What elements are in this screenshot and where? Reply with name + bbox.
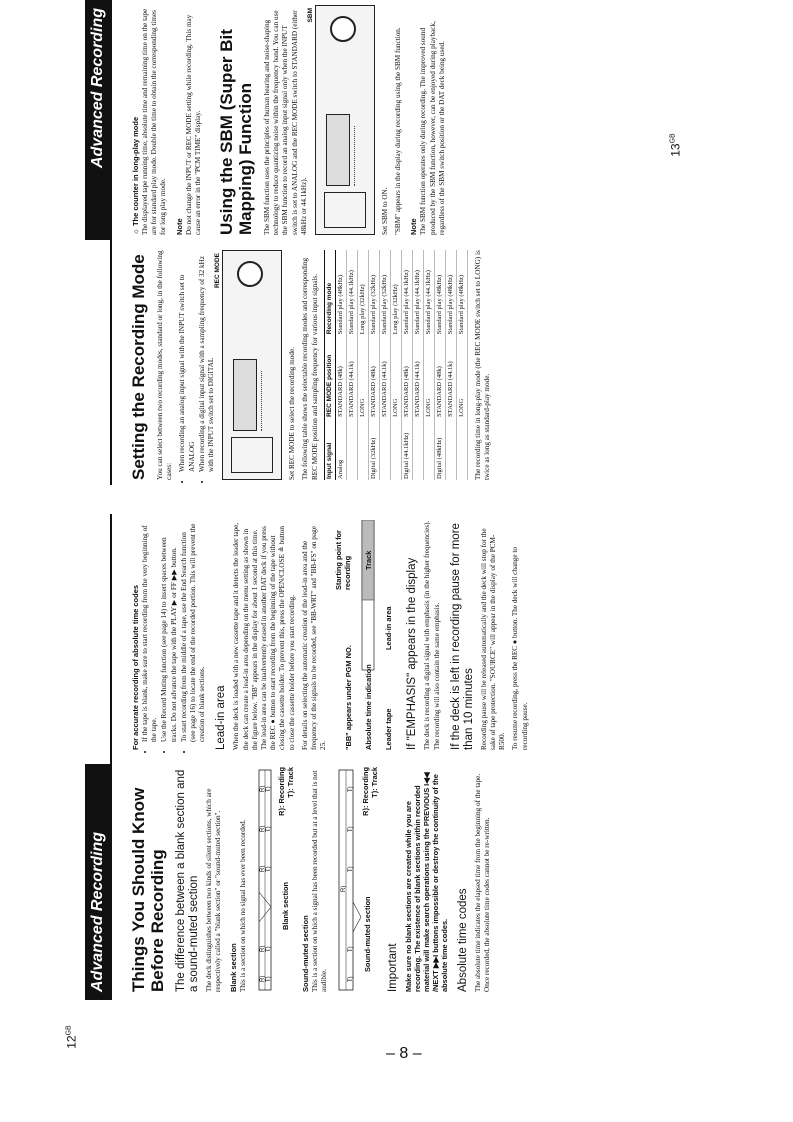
left-page-number-value: 12 <box>64 1035 79 1049</box>
table-row <box>390 250 401 480</box>
table-cell <box>423 418 434 480</box>
svg-text:R): R) <box>259 975 266 982</box>
deck-knob-icon <box>330 16 356 42</box>
right-header-banner: Advanced Recording Operations <box>85 0 111 240</box>
right-page-number-value: 13 <box>668 143 683 157</box>
right-page-number-suffix: GB <box>669 133 677 144</box>
table-cell: Long play (32kHz) <box>390 250 401 335</box>
important-heading: Important <box>387 943 400 992</box>
recording-mode-list <box>178 250 216 480</box>
track-label: Track <box>364 550 374 570</box>
accurate-item: • To start recording from the middle of a tape, use the End Search function (see page 16) to locate the end of the recorded portion. This will prevent the creation of blank sections. <box>180 520 208 742</box>
table-cell: Standard play (44.1kHz) <box>346 250 357 335</box>
cassette-slot <box>324 192 366 228</box>
column-3 <box>125 250 496 480</box>
table-cell: Standard play (48kHz) <box>445 250 456 335</box>
table-row <box>434 250 445 480</box>
recording-time-footer: The recording time in long-play mode (the REC MODE switch set to LONG) is twice as long as standard-play mode. <box>473 250 492 480</box>
recording-mode-intro: You can select between two recording modes, standard or long, in the following cases: <box>156 250 174 480</box>
table-body <box>335 250 467 480</box>
table-cell: STANDARD (48k) <box>434 335 445 418</box>
left-header-banner: Advanced Recording Operations <box>85 764 111 1000</box>
accurate-list <box>141 520 207 750</box>
pause-text-2: To resume recording, press the REC ● button. The deck will change to recording pause. <box>511 547 529 750</box>
sound-muted-heading: Sound-muted section <box>300 915 310 992</box>
section-title: Things You Should Know Before Recording <box>129 787 167 992</box>
right-header-rule <box>110 0 112 485</box>
svg-text:R): R) <box>259 825 266 832</box>
set-rec-mode-text: Set REC MODE to select the recording mode. <box>288 347 297 480</box>
legend <box>277 767 295 816</box>
deck-display <box>233 359 257 431</box>
svg-text:T): T) <box>348 786 355 792</box>
column-4 <box>125 5 451 235</box>
table-row <box>357 250 368 480</box>
recording-mode-table <box>324 250 468 480</box>
table-cell: Standard play (32kHz) <box>368 250 379 335</box>
svg-text:T): T) <box>265 786 272 792</box>
lightbulb-icon: ☼ <box>131 226 140 235</box>
table-cell: Standard play (44.1kHz) <box>412 250 423 335</box>
cassette-slot <box>231 437 273 473</box>
table-cell <box>445 418 456 480</box>
table-cell: STANDARD (48k) <box>335 335 346 418</box>
sound-muted-label: Sound-muted section <box>363 896 373 972</box>
table-row <box>379 250 390 480</box>
svg-text:T): T) <box>348 866 355 872</box>
table-row <box>412 250 423 480</box>
table-intro: The following table shows the selectable recording modes and corresponding REC MODE position and sampling frequency for various input signals. <box>301 257 319 480</box>
table-cell: Standard play (44.1kHz) <box>423 250 434 335</box>
important-text: Make sure no blank sections are created while you are recording. The existence of blank sections within recorded material will make search operations using the PREVIOUS I◀◀ /NEXT ▶▶I buttons impossible or destroy the continuity of the absolute time codes. <box>404 772 450 992</box>
recording-mode-item: • When recording an analog input signal with the INPUT switch set to ANALOG <box>178 250 196 472</box>
table-cell: LONG <box>456 335 467 418</box>
right-page-number <box>669 133 683 156</box>
start-label: Starting point for recording <box>334 530 353 590</box>
right-page <box>85 0 790 485</box>
absolute-time-heading: Absolute time codes <box>457 888 470 992</box>
lead-in-area-label: Lead-in area <box>384 606 394 650</box>
emphasis-text: The deck is recording a digital signal with emphasis (in the higher frequencies). The recording will also contain the same emphasis. <box>423 520 441 750</box>
table-row <box>335 250 346 480</box>
table-cell: Standard play (48kHz) <box>335 250 346 335</box>
counter-heading <box>131 5 140 235</box>
sbm-text: The SBM function uses the principles of human hearing and noise-shaping technology to reduce quantizing noise within the frequency band. You can use the SBM function to record an analog input signal only when the INPUT switch is set to ANALOG and the REC MODE switch to STANDARD (either 48kHz or 44.1kHz). <box>263 10 308 235</box>
svg-text:R): R) <box>341 885 348 892</box>
table-cell: LONG <box>423 335 434 418</box>
table-cell: Standard play (44.1kHz) <box>401 250 412 335</box>
svg-text:T): T) <box>348 976 355 982</box>
blank-section-label: Blank section <box>280 881 290 930</box>
column-1 <box>125 767 496 992</box>
table-cell: Standard play (32kHz) <box>379 250 390 335</box>
svg-text:T): T) <box>348 946 355 952</box>
svg-text:R): R) <box>259 865 266 872</box>
deck-buttons <box>261 371 272 431</box>
table-cell: Digital (48kHz) <box>434 418 445 480</box>
recording-mode-title: Setting the Recording Mode <box>129 254 148 480</box>
table-row <box>346 250 357 480</box>
note2-heading: Note <box>409 218 419 235</box>
sbm-callout: SBM <box>307 8 315 23</box>
bb-label: "BB" appears under PGM NO. <box>344 645 354 750</box>
table-cell: Digital (32kHz) <box>368 418 379 480</box>
deck-buttons <box>354 126 365 186</box>
accurate-item: • Use the Record Muting function (see page 14) to insert spaces between tracks. Do not advance the tape with the PLAY ▶ or FF ▶▶ button. <box>160 520 178 742</box>
table-cell: LONG <box>390 335 401 418</box>
table-cell: Long play (32kHz) <box>357 250 368 335</box>
difference-heading: The difference between a blank section and a sound-muted section <box>175 769 200 992</box>
left-page <box>85 514 790 1000</box>
counter-text: The displayed tape running time, absolute time and remaining time on the tape are for standard play mode. Double the time to obtain the corresponding times for long play mode. <box>141 8 168 235</box>
absolute-time-text: The absolute time indicates the elapsed time from the beginning of the tape. Once recorded, the absolute time codes cannot be re-written. <box>474 773 492 992</box>
left-page-number-suffix: GB <box>65 1025 73 1036</box>
lead-in-diagram <box>334 520 398 750</box>
table-cell: STANDARD (44.1k) <box>445 335 456 418</box>
sound-muted-diagram <box>335 767 379 992</box>
legend-track-2: T): Track <box>370 767 380 798</box>
legend-2 <box>361 767 379 816</box>
sound-muted-text: This is a section on which a signal has been recorded but at a level that is not audible. <box>310 770 328 992</box>
table-cell: Digital (44.1kHz) <box>401 418 412 480</box>
table-cell <box>412 418 423 480</box>
svg-text:R): R) <box>259 945 266 952</box>
table-row <box>401 250 412 480</box>
lead-in-text-2: For details on selecting the automatic creation of the lead-in area and the frequency of the signals to be recorded, see "BB-WRT" and "BB-FS" on page 25. <box>300 526 328 750</box>
svg-text:T): T) <box>348 826 355 832</box>
table-cell: STANDARD (48k) <box>401 335 412 418</box>
recording-mode-item: • When recording a digital input signal with a sampling frequency of 32 kHz with the INPUT switch set to DIGITAL <box>198 250 216 472</box>
table-cell: LONG <box>357 335 368 418</box>
table-cell <box>346 418 357 480</box>
column-2 <box>125 520 534 750</box>
deck-display <box>326 114 350 186</box>
rec-mode-callout: REC MODE <box>214 253 222 289</box>
table-row <box>445 250 456 480</box>
svg-text:R): R) <box>259 785 266 792</box>
table-header: REC MODE position <box>324 335 335 418</box>
table-row <box>456 250 467 480</box>
set-sbm-text: Set SBM to ON. <box>381 187 390 235</box>
blank-section-diagram <box>255 767 295 992</box>
counter-heading-text: The counter in long-play mode <box>131 116 140 227</box>
note-heading: Note <box>174 218 184 235</box>
left-page-number <box>65 1025 79 1048</box>
table-cell <box>456 418 467 480</box>
difference-text: The deck distinguishes between two kinds of silent sections, which are respectively called a "blank section" or "sound-muted section". <box>205 788 223 992</box>
deck-illustration-rec-mode <box>214 250 282 480</box>
table-cell: STANDARD (44.1k) <box>346 335 357 418</box>
pause-text: Recording pause will be released automatically and the deck will stop for the sake of tape protection. "SOURCE" will appear in the display of the PCM-R500. <box>479 528 507 750</box>
blank-section-text: This is a section on which no signal has ever been recorded. <box>239 819 248 992</box>
sheet-page-number: – 8 – <box>386 1045 422 1062</box>
accurate-item: • If the tape is blank, make sure to start recording from the very beginning of the tape. <box>141 520 159 742</box>
svg-text:T): T) <box>265 826 272 832</box>
lead-in-heading: Lead-in area <box>215 685 228 750</box>
note-text: Do not change the INPUT or REC MODE setting while recording. This may cause an error in the "PCM TIME" display. <box>184 14 202 235</box>
deck-knob-icon <box>237 261 263 287</box>
leader-label: Leader tape <box>384 708 394 750</box>
sbm-display-text: "SBM" appears in the display during recording using the SBM function. <box>394 27 403 235</box>
svg-text:T): T) <box>265 976 272 982</box>
table-header: Recording mode <box>324 250 335 335</box>
deck-illustration-sbm <box>307 5 375 235</box>
legend-recording-2: R): Recording <box>361 767 371 816</box>
table-cell: STANDARD (44.1k) <box>412 335 423 418</box>
blank-section-heading: Blank section <box>229 943 239 992</box>
svg-text:T): T) <box>265 866 272 872</box>
table-row <box>423 250 434 480</box>
table-cell: Analog <box>335 418 346 480</box>
pause-heading: If the deck is left in recording pause for more than 10 minutes <box>449 523 475 750</box>
accurate-heading: For accurate recording of absolute time codes <box>131 584 140 750</box>
legend-recording: R): Recording <box>276 767 286 816</box>
table-header: Input signal <box>324 418 335 480</box>
table-cell <box>390 418 401 480</box>
table-cell: STANDARD (48k) <box>368 335 379 418</box>
table-cell: STANDARD (44.1k) <box>379 335 390 418</box>
legend-track: T): Track <box>285 767 295 798</box>
table-cell <box>379 418 390 480</box>
left-header-rule <box>110 514 112 1000</box>
abs-label: Absolute time indication <box>364 664 374 750</box>
table-cell: Standard play (48kHz) <box>434 250 445 335</box>
table-cell: Standard play (48kHz) <box>456 250 467 335</box>
emphasis-heading: If "EMPHASIS" appears in the display <box>406 557 419 750</box>
svg-text:T): T) <box>265 946 272 952</box>
table-row <box>368 250 379 480</box>
lead-in-text: When the deck is loaded with a new cassette tape and it detects the leader tape, the deck can create a lead-in area depending on the menu setting as shown in the figure below. "BB" appears in the display for about 1 second at this time. The lead-in area can be inadvertently erased in another DAT deck if you press the REC ● button to start recording from the beginning of the tape without closing the cassette holder. To prevent this, press the OPEN/CLOSE ≜ button to close the cassette holder before you start recording. <box>232 522 296 750</box>
table-cell <box>357 418 368 480</box>
note2-text: The SBM function operates only during recording. The improved sound produced by the SBM function, however, can be enjoyed during playback, regardless of the SBM switch position or the DAT deck being used. <box>419 21 446 235</box>
rotated-spread <box>85 0 790 1000</box>
sbm-title: Using the SBM (Super Bit Mapping) Function <box>217 29 256 235</box>
